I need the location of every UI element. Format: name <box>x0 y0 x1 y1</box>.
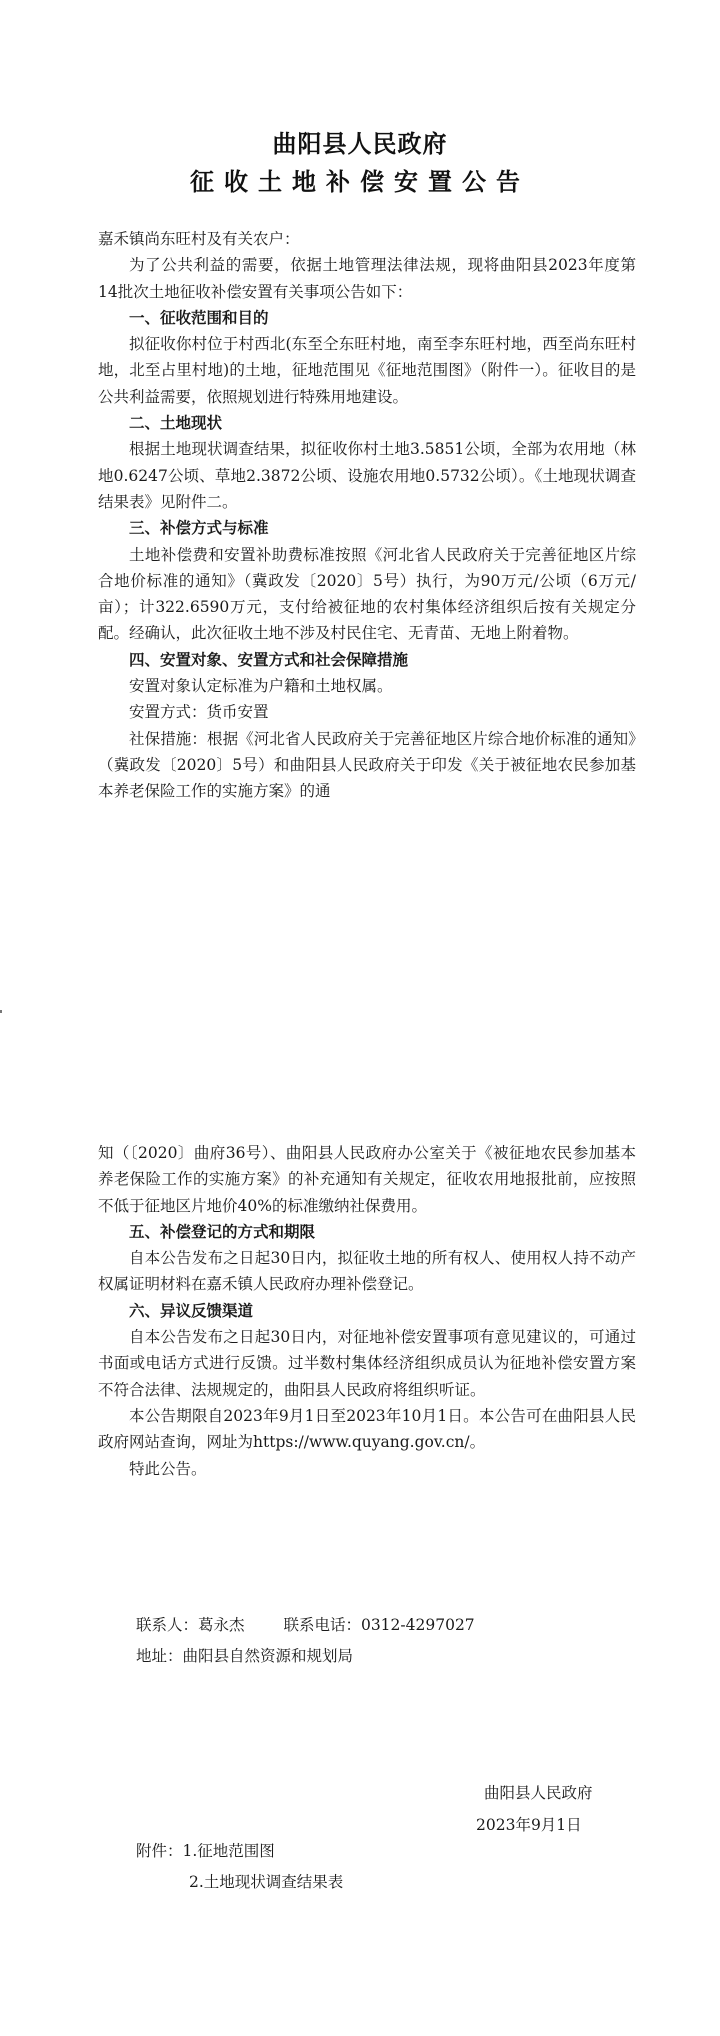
contact-line <box>136 1612 475 1638</box>
section-4-paragraph-3-continued: 知（〔2020〕曲府36号）、曲阳县人民政府办公室关于《被征地农民参加基本养老保险工作的实施方案》的补充通知有关规定，征收农用地报批前，应按照不低于征地区片地价40%的标准缴纳社保费用。 <box>98 1144 636 1215</box>
section-heading-1: 一、征收范围和目的 <box>129 307 269 327</box>
signature-org: 曲阳县人民政府 <box>484 1784 593 1802</box>
section-heading-6: 六、异议反馈渠道 <box>129 1300 254 1320</box>
section-heading-4: 四、安置对象、安置方式和社会保障措施 <box>129 649 409 669</box>
section-3-body: 土地补偿费和安置补助费标准按照《河北省人民政府关于完善征地区片综合地价标准的通知》（冀政发〔2020〕5号）执行，为90万元/公顷（6万元/亩）；计322.6590万元，支付给被征地的农村集体经济组织后按有关规定分配。经确认，此次征收土地不涉及村民住宅、无青苗、无地上附着物。 <box>98 545 636 643</box>
section-1-body: 拟征收你村位于村西北(东至仝东旺村地，南至李东旺村地，西至尚东旺村地，北至占里村地)的土地，征地范围见《征地范围图》（附件一）。征收目的是公共利益需要，依照规划进行特殊用地建设。 <box>98 335 636 406</box>
notice-period: 本公告期限自2023年9月1日至2023年10月1日。本公告可在曲阳县人民政府网站查询，网址为https://www.quyang.gov.cn/。 <box>98 1406 636 1452</box>
salutation: 嘉禾镇尚东旺村及有关农户： <box>98 230 300 248</box>
contact-address: 地址：曲阳县自然资源和规划局 <box>136 1647 354 1665</box>
attachment-1: 附件：1.征地范围图 <box>136 1842 275 1860</box>
section-6-body: 自本公告发布之日起30日内，对征地补偿安置事项有意见建议的，可通过书面或电话方式进行反馈。过半数村集体经济组织成员认为征地补偿安置方案不符合法律、法规规定的，曲阳县人民政府将组织听证。 <box>98 1328 636 1399</box>
section-5-body: 自本公告发布之日起30日内，拟征收土地的所有权人、使用权人持不动产权属证明材料在嘉禾镇人民政府办理补偿登记。 <box>98 1249 636 1294</box>
section-4-paragraph-2: 安置方式：货币安置 <box>129 703 269 722</box>
closing-line: 特此公告。 <box>129 1459 207 1478</box>
section-heading-3: 三、补偿方式与标准 <box>129 518 269 538</box>
contact-phone: 联系电话：0312-4297027 <box>283 1616 475 1634</box>
section-heading-5: 五、补偿登记的方式和期限 <box>129 1221 316 1241</box>
contact-person: 联系人：葛永杰 <box>136 1616 245 1634</box>
intro-paragraph: 为了公共利益的需要，依据土地管理法律法规，现将曲阳县2023年度第14批次土地征收补偿安置有关事项公告如下： <box>98 256 636 301</box>
section-2-body: 根据土地现状调查结果，拟征收你村土地3.5851公顷，全部为农用地（林地0.6247公顷、草地2.3872公顷、设施农用地0.5732公顷）。《土地现状调查结果表》见附件二。 <box>98 440 636 511</box>
notice-body-part1 <box>98 226 636 805</box>
page-edge-mark <box>0 1010 2 1013</box>
notice-title: 征收土地补偿安置公告 <box>190 167 530 196</box>
signature-date: 2023年9月1日 <box>476 1816 582 1834</box>
section-4-paragraph-3: 社保措施：根据《河北省人民政府关于完善征地区片综合地价标准的通知》（冀政发〔2020〕5号）和曲阳县人民政府关于印发《关于被征地农民参加基本养老保险工作的实施方案》的通 <box>98 729 636 801</box>
issuer-title: 曲阳县人民政府 <box>272 129 448 158</box>
attachment-2: 2.土地现状调查结果表 <box>189 1873 344 1891</box>
notice-body-part2 <box>98 1140 636 1482</box>
section-4-paragraph-1: 安置对象认定标准为户籍和土地权属。 <box>129 677 393 696</box>
section-heading-2: 二、土地现状 <box>129 413 223 433</box>
